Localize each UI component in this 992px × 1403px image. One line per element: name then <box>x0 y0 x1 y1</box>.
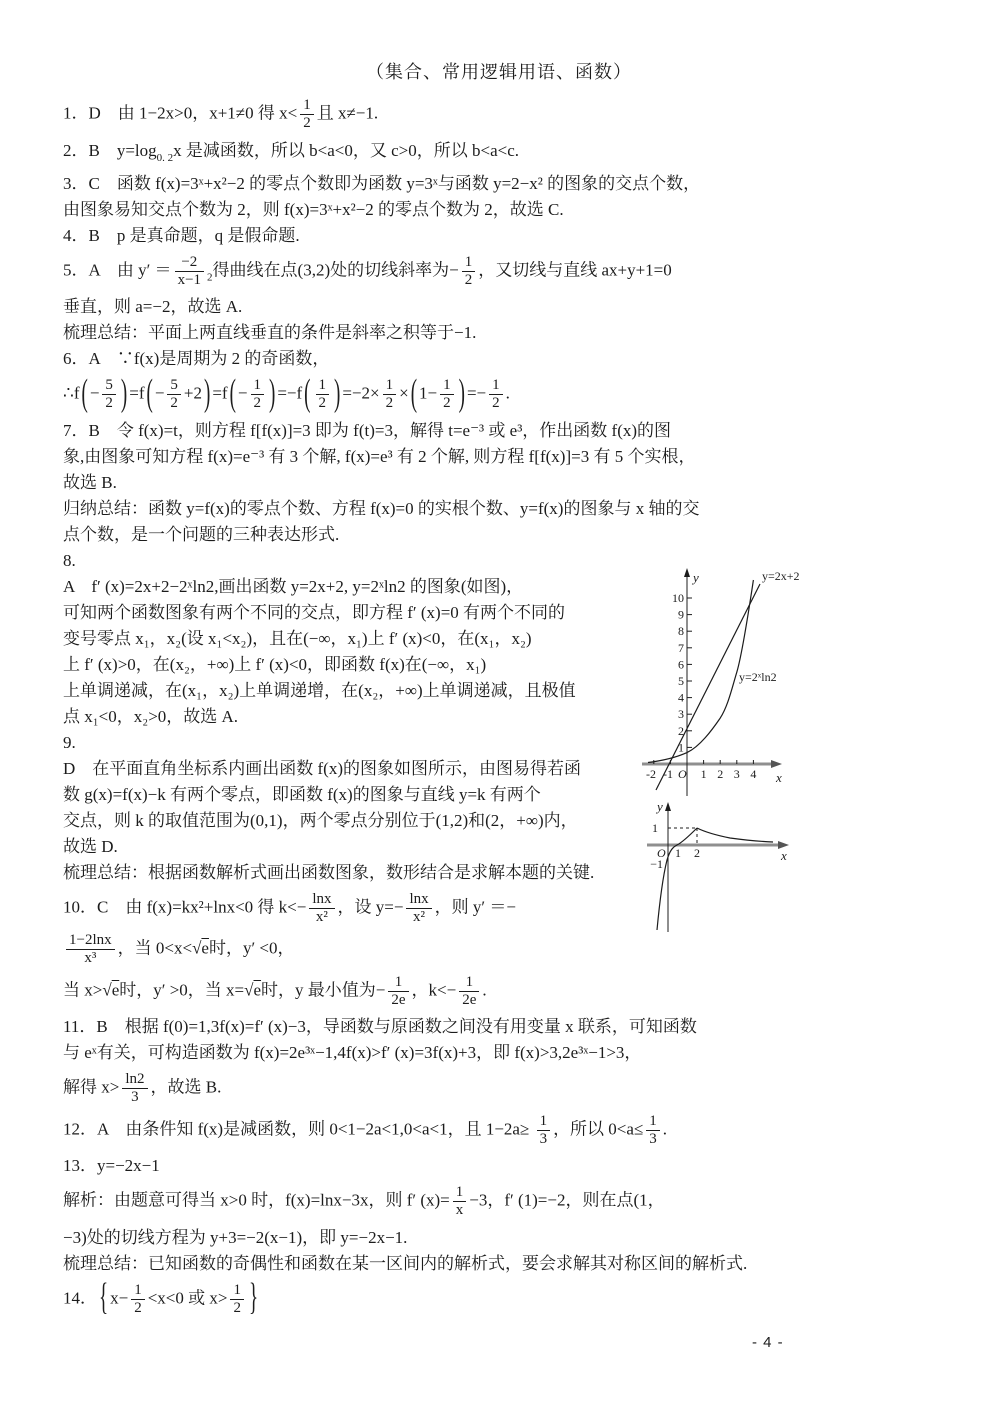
solution-8-line4: 上 f′ (x)>0，在(x₂，+∞)上 f′ (x)<0，即函数 f(x)在(−∞，x₁) <box>63 654 487 674</box>
solution-11-line1: 11．B 根据 f(0)=1,3f(x)=f′ (x)−3，导函数与原函数之间没有用变量 x 联系，可知函数 <box>63 1017 697 1037</box>
problem-9-number: 9. <box>63 732 76 752</box>
solution-9-line2: 数 g(x)=f(x)−k 有两个零点，即函数 f(x)的图象与直线 y=k 有两个 <box>63 784 541 804</box>
graph2-y-arrow <box>665 802 671 811</box>
graph1-curve-y-2powx-ln2 <box>648 580 753 763</box>
graph2-ytick-neg1: −1 <box>650 856 663 871</box>
graph2-y-axis-label: y <box>657 798 663 814</box>
solution-5-note: 梳理总结：平面上两直线垂直的条件是斜率之积等于−1. <box>63 323 477 343</box>
solution-8-line3: 变号零点 x₁，x₂(设 x₁<x₂)，且在(−∞，x₁)上 f′ (x)<0，在(x₁，x₂) <box>63 628 532 648</box>
svg-text:3: 3 <box>733 766 740 781</box>
graph1-y-tickmarks <box>687 598 692 747</box>
solution-8-line6: 点 x₁<0，x₂>0，故选 A. <box>63 706 239 726</box>
solution-5-line2: 垂直，则 a=−2，故选 A. <box>63 297 243 317</box>
solution-4: 4．B p 是真命题，q 是假命题. <box>63 225 300 245</box>
svg-text:10: 10 <box>672 590 684 605</box>
graph2-curve-left-branch <box>657 828 697 930</box>
svg-text:3: 3 <box>678 706 684 721</box>
svg-text:1: 1 <box>678 740 684 755</box>
solution-7-line1: 7．B 令 f(x)=t，则方程 f[f(x)]=3 即为 f(t)=3，解得 t=e⁻³ 或 e³，作出函数 f(x)的图 <box>63 420 672 440</box>
graph2-xtick-2: 2 <box>694 845 700 860</box>
graph1-line-label: y=2x+2 <box>762 568 800 583</box>
solution-8-line1: A f′ (x)=2x+2−2ˣln2,画出函数 y=2x+2, y=2ˣln2 的图象(如图)， <box>63 576 524 596</box>
solution-12: 12．A 由条件知 f(x)是减函数，则 0<1−2a<1,0<a<1，且 1−2a≥ $\frac{1}{3}$ ，所以 0<a≤ $\frac{1}{3}$ . <box>63 1112 668 1147</box>
svg-text:4: 4 <box>678 690 684 705</box>
svg-text:8: 8 <box>678 623 684 638</box>
svg-text:7: 7 <box>678 640 684 655</box>
graph-problem9 <box>645 798 797 943</box>
document-content <box>63 58 935 1322</box>
graph1-y-arrow <box>684 568 690 577</box>
solution-9-line1: D 在平面直角坐标系内画出函数 f(x)的图象如图所示，由图易得若函 <box>63 758 582 778</box>
solution-9-line4: 故选 D. <box>63 836 118 856</box>
svg-text:9: 9 <box>678 607 684 622</box>
solution-7-note2: 点个数，是一个问题的三种表达形式. <box>63 524 340 544</box>
solution-10-line1: 10．C 由 f(x)=kx²+lnx<0 得 k<− $\frac{\ln x}{\text{x²}}$ ，设 y=− $\frac{\ln x}{\text{x²}}$ ，则 y′ ＝− <box>63 890 516 925</box>
graph2-origin-label: O <box>657 845 666 860</box>
graph1-y-axis-label: y <box>693 569 699 585</box>
svg-text:2: 2 <box>678 723 684 738</box>
graph1-line-y-2x-plus-2 <box>656 584 760 790</box>
graph1-origin-label: O <box>678 766 687 781</box>
solution-1: 1．D 由 1−2x>0，x+1≠0 得 x< $\frac{1}{2}$ 且 x≠−1. <box>63 97 379 132</box>
svg-text:5: 5 <box>678 673 684 688</box>
graph1-x-tick-labels <box>646 767 756 781</box>
solution-9-line3: 交点，则 k 的取值范围为(0,1)，两个零点分别位于(1,2)和(2，+∞)内， <box>63 810 578 830</box>
svg-text:2: 2 <box>717 766 724 781</box>
graph1-y-tick-labels <box>672 591 684 754</box>
graph1-curve-label: y=2ˣln2 <box>739 669 777 684</box>
page-title: （集合、常用逻辑用语、函数） <box>366 62 632 82</box>
solution-7-line2: 象,由图象可知方程 f(x)=e⁻³ 有 3 个解, f(x)=e³ 有 2 个解, 则方程 f[f(x)]=3 有 5 个实根， <box>63 446 696 466</box>
svg-text:4: 4 <box>750 766 757 781</box>
solution-6-line2: ∴f ( − $\frac{5}{2}$ ) =f ( − $\frac{5}{2}$ +2 ) =f ( − $\frac{1}{2}$ ) =−f ( $\frac{1}{2}$ ) =−2× $\frac{1}{2}$ × ( 1− $\frac{1}{2}$ ) =− $\frac{1}{2}$ . <box>63 372 510 415</box>
page-number: - 4 - <box>752 1334 784 1351</box>
solution-13-answer: 13．y=−2x−1 <box>63 1156 160 1176</box>
solution-11-line2: 与 eˣ有关，可构造函数为 f(x)=2e³ˣ−1,4f(x)>f′ (x)=3f(x)+3，即 f(x)>3,2e³ˣ−1>3， <box>63 1043 642 1063</box>
graph2-ytick-1: 1 <box>652 820 658 835</box>
solution-10-line2: $\frac{1-2\ln x}{\text{x³}}$ ，当 0<x<√e时，y′ <0， <box>63 931 935 969</box>
graph2-xtick-1: 1 <box>675 845 681 860</box>
graph-problem8 <box>640 564 810 803</box>
solution-2: 2．B $y=\log_{0. 2}x$ 是减函数，所以 b<a<0，又 c>0，所以 b<a<c. <box>63 140 520 164</box>
solution-5-line1: 5．A 由 y′ ＝ $\frac{-2}{x-1}$ $_2$得曲线在点(3,2)处的切线斜率为− $\frac{1}{2}$ ，又切线与直线 ax+y+1=0 <box>63 253 672 288</box>
solution-11-line3: 解得 x> $\frac{\ln 2}{3}$ ，故选 B. <box>63 1071 222 1106</box>
solution-6-line1: 6．A ∵f(x)是周期为 2 的奇函数， <box>63 349 330 369</box>
svg-text:6: 6 <box>678 657 684 672</box>
solution-10-line3: 当 x>√e时，y′ >0，当 x=√e时，y 最小值为− $\frac{1}{2e}$ ，k<− $\frac{1}{2e}$ . <box>63 973 487 1008</box>
svg-text:1: 1 <box>700 766 707 781</box>
solution-3-line2: 由图象易知交点个数为 2，则 f(x)=3ˣ+x²−2 的零点个数为 2，故选 C. <box>63 199 564 219</box>
svg-text:-1: -1 <box>663 766 673 781</box>
solution-7-line3: 故选 B. <box>63 472 117 492</box>
solution-13-line2: 解析：由题意可得当 x>0 时，f(x)=lnx−3x，则 f′ (x)= $\frac{1}{x}$ −3，f′ (1)=−2，则在点(1， <box>63 1184 665 1219</box>
solution-13-note: 梳理总结：已知函数的奇偶性和函数在某一区间内的解析式，要会求解其对称区间的解析式. <box>63 1253 748 1273</box>
graph2-curve-right-branch <box>697 828 773 842</box>
solution-9-note: 梳理总结：根据函数解析式画出函数图象，数形结合是求解本题的关键. <box>63 862 595 882</box>
solution-8-line5: 上单调递减，在(x₁，x₂)上单调递增，在(x₂，+∞)上单调递减，且极值 <box>63 680 576 700</box>
figures-section <box>63 548 935 886</box>
solution-14: 14． { x− $\frac{1}{2}$ <x<0 或 x> $\frac{1}{2}$ } <box>63 1277 259 1320</box>
graph1-x-axis-label: x <box>776 769 782 785</box>
solution-7-note1: 归纳总结：函数 y=f(x)的零点个数、方程 f(x)=0 的实根个数、y=f(x)的图象与 x 轴的交 <box>63 498 700 518</box>
solution-8-line2: 可知两个函数图象有两个不同的交点，即方程 f′ (x)=0 有两个不同的 <box>63 602 566 622</box>
problem-8-number: 8. <box>63 550 76 570</box>
svg-text:-2: -2 <box>646 766 656 781</box>
graph2-x-axis-label: x <box>781 847 787 863</box>
graph1-x-arrow <box>771 760 782 768</box>
solution-13-line3: −3)处的切线方程为 y+3=−2(x−1)，即 y=−2x−1. <box>63 1227 408 1247</box>
solution-3-line1: 3．C 函数 f(x)=3ˣ+x²−2 的零点个数即为函数 y=3ˣ与函数 y=2−x² 的图象的交点个数， <box>63 173 701 193</box>
